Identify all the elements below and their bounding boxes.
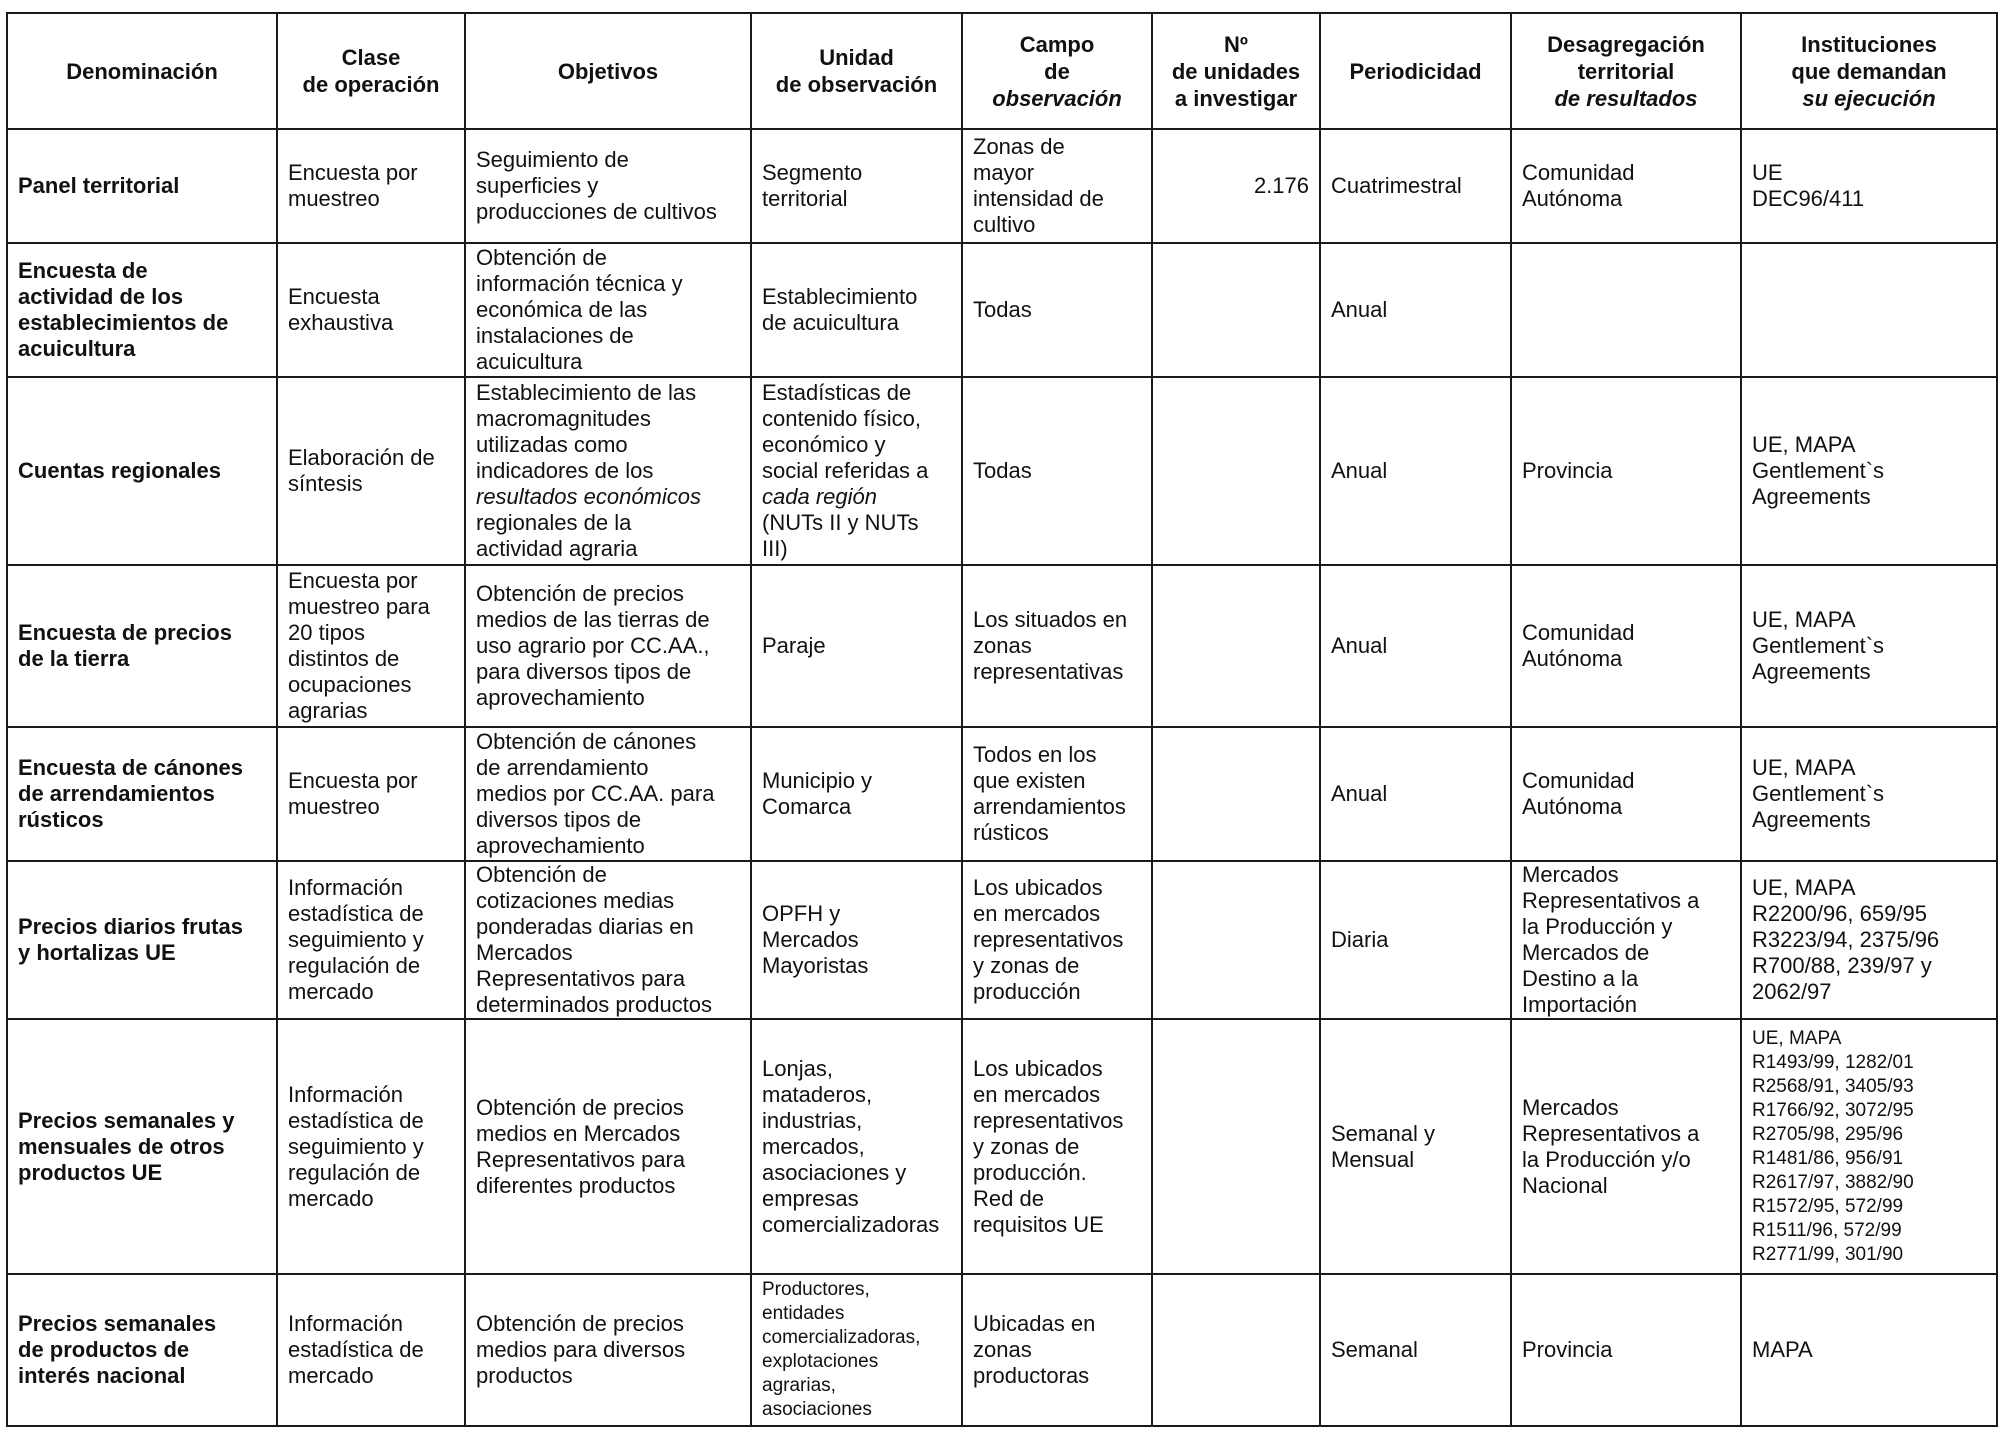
campo-text-line: requisitos UE	[973, 1211, 1104, 1237]
unidad-text-line: Segmento	[762, 160, 863, 185]
campo-text-line: en mercados	[973, 901, 1101, 926]
cell-periodicidad	[1320, 727, 1511, 861]
instituciones-text-line: R1493/99, 1282/01	[1752, 1051, 1914, 1073]
clase-text-line: regulación de	[288, 1159, 421, 1185]
objetivos-text-line: cotizaciones medias	[476, 888, 675, 913]
cell-campo	[962, 1274, 1152, 1426]
desagregacion-text-line: Nacional	[1522, 1172, 1608, 1198]
instituciones-text-line: Agreements	[1752, 484, 1871, 509]
unidad-text-line: mataderos,	[762, 1081, 873, 1107]
unidad-text-line: comercializadoras,	[762, 1327, 921, 1348]
objetivos-text-line: aprovechamiento	[476, 833, 645, 858]
objetivos-text-line: Representativos para	[476, 1146, 686, 1172]
desagregacion-text-line: Autónoma	[1522, 794, 1623, 819]
desagregacion-text-line: Representativos a	[1522, 888, 1700, 913]
document-page	[6, 12, 1996, 1427]
unidad-text-line: asociaciones	[762, 1399, 872, 1420]
header-campo: Campo de observación	[962, 13, 1152, 129]
table-row	[7, 1274, 1997, 1426]
clase-text-line: regulación de	[288, 953, 421, 978]
clase-text-line: Información	[288, 875, 403, 900]
header-desagregacion: Desagregación territorial de resultados	[1511, 13, 1741, 129]
periodicidad-text-line: Mensual	[1331, 1146, 1415, 1172]
unidad-text-line: (NUTs II y NUTs	[762, 510, 919, 535]
periodicidad-text-line: Anual	[1331, 633, 1388, 658]
denominacion-text-line: Encuesta de cánones	[18, 755, 243, 780]
objetivos-text-line: Obtención de precios	[476, 581, 684, 606]
clase-text-line: síntesis	[288, 471, 363, 496]
cell-instituciones	[1741, 243, 1997, 377]
clase-text-line: mercado	[288, 1185, 374, 1211]
cell-periodicidad	[1320, 129, 1511, 243]
clase-text-line: estadística de	[288, 901, 424, 926]
desagregacion-text-line: Importación	[1522, 992, 1637, 1017]
cell-clase	[277, 1274, 465, 1426]
cell-unidad	[751, 861, 962, 1019]
cell-campo	[962, 861, 1152, 1019]
desagregacion-text-line: Comunidad	[1522, 768, 1635, 793]
cell-numero: 2.176	[1152, 129, 1320, 243]
periodicidad-text-line: Anual	[1331, 297, 1388, 322]
cell-unidad	[751, 1274, 962, 1426]
cell-objetivos	[465, 861, 751, 1019]
unidad-text-line: Lonjas,	[762, 1055, 833, 1081]
instituciones-text-line: Agreements	[1752, 807, 1871, 832]
unidad-text-line: comercializadoras	[762, 1211, 940, 1237]
periodicidad-text-line: Cuatrimestral	[1331, 173, 1462, 198]
instituciones-text-line: UE, MAPA	[1752, 1027, 1842, 1049]
unidad-text-line: contenido físico,	[762, 406, 921, 431]
unidad-text-line: territorial	[762, 186, 848, 211]
objetivos-text-line: instalaciones de	[476, 323, 634, 348]
objetivos-text-line: ponderadas diarias en	[476, 914, 694, 939]
cell-instituciones	[1741, 1274, 1997, 1426]
unidad-text-line: OPFH y	[762, 901, 841, 926]
header-instituciones: Instituciones que demandan su ejecución	[1741, 13, 1997, 129]
instituciones-text-line: R2771/99, 301/90	[1752, 1243, 1904, 1265]
denominacion-text-line: Precios semanales	[18, 1311, 217, 1336]
cell-objetivos	[465, 129, 751, 243]
campo-text-line: producción.	[973, 1159, 1087, 1185]
objetivos-text-line: regionales de la	[476, 510, 632, 535]
instituciones-text-line: DEC96/411	[1752, 186, 1865, 211]
desagregacion-text-line: Mercados de	[1522, 940, 1650, 965]
instituciones-text-line: Gentlement`s	[1752, 781, 1885, 806]
instituciones-text-line: UE, MAPA	[1752, 755, 1856, 780]
denominacion-text-line: mensuales de otros	[18, 1133, 225, 1159]
cell-instituciones	[1741, 861, 1997, 1019]
clase-text-line: seguimiento y	[288, 1133, 424, 1159]
cell-instituciones	[1741, 1019, 1997, 1274]
campo-text-line: zonas	[973, 633, 1032, 658]
campo-text-line: y zonas de	[973, 953, 1080, 978]
objetivos-text-line: uso agrario por CC.AA.,	[476, 633, 710, 658]
denominacion-text-line: acuicultura	[18, 336, 136, 361]
campo-text-line: Red de	[973, 1185, 1044, 1211]
header-periodicidad: Periodicidad	[1320, 13, 1511, 129]
instituciones-text-line: 2062/97	[1752, 979, 1832, 1004]
campo-text-line: productoras	[973, 1363, 1090, 1388]
desagregacion-text-line: Comunidad	[1522, 160, 1635, 185]
unidad-text-line: Paraje	[762, 633, 826, 658]
objetivos-text-line: productos	[476, 1363, 573, 1388]
objetivos-text-line: determinados productos	[476, 992, 713, 1017]
cell-numero	[1152, 565, 1320, 727]
cell-unidad	[751, 377, 962, 565]
clase-text-line: mercado	[288, 1363, 374, 1388]
cell-unidad	[751, 565, 962, 727]
clase-text-line: agrarias	[288, 698, 368, 723]
denominacion-text-line: rústicos	[18, 807, 104, 832]
cell-denominacion	[7, 377, 277, 565]
desagregacion-text-line: Mercados	[1522, 862, 1619, 887]
denominacion-text-line: Cuentas regionales	[18, 458, 221, 483]
cell-clase	[277, 727, 465, 861]
campo-text-line: Todas	[973, 458, 1032, 483]
cell-campo	[962, 377, 1152, 565]
header-objetivos: Objetivos	[465, 13, 751, 129]
objetivos-text-line: superficies y	[476, 173, 599, 198]
objetivos-text-line: Representativos para	[476, 966, 686, 991]
unidad-text-line: mercados,	[762, 1133, 865, 1159]
unidad-text-line: explotaciones	[762, 1351, 879, 1372]
table-row	[7, 377, 1997, 565]
objetivos-text-line: Obtención de	[476, 862, 607, 887]
unidad-text-line: agrarias,	[762, 1375, 836, 1396]
campo-text-line: y zonas de	[973, 1133, 1080, 1159]
campo-text-line: zonas	[973, 1337, 1032, 1362]
cell-numero	[1152, 1274, 1320, 1426]
cell-periodicidad	[1320, 565, 1511, 727]
cell-instituciones	[1741, 377, 1997, 565]
unidad-text-line: industrias,	[762, 1107, 863, 1133]
objetivos-text-line: medios en Mercados	[476, 1120, 681, 1146]
clase-text-line: Encuesta por	[288, 568, 418, 593]
instituciones-text-line: UE, MAPA	[1752, 432, 1856, 457]
instituciones-text-line: MAPA	[1752, 1337, 1813, 1362]
cell-denominacion	[7, 1274, 277, 1426]
unidad-text-line: Municipio y	[762, 768, 873, 793]
denominacion-text-line: productos UE	[18, 1159, 163, 1185]
campo-text-line: Todas	[973, 297, 1032, 322]
campo-text-line: mayor	[973, 160, 1035, 185]
periodicidad-text-line: Semanal	[1331, 1337, 1418, 1362]
cell-clase	[277, 243, 465, 377]
denominacion-text-line: Precios semanales y	[18, 1107, 235, 1133]
clase-text-line: seguimiento y	[288, 927, 424, 952]
cell-unidad	[751, 1019, 962, 1274]
objetivos-text-line: diversos tipos de	[476, 807, 642, 832]
unidad-text-line: económico y	[762, 432, 886, 457]
cell-clase	[277, 129, 465, 243]
unidad-text-line: empresas	[762, 1185, 859, 1211]
instituciones-text-line: UE, MAPA	[1752, 875, 1856, 900]
cell-denominacion	[7, 1019, 277, 1274]
desagregacion-text-line: Provincia	[1522, 1337, 1613, 1362]
denominacion-text-line: Encuesta de precios	[18, 620, 232, 645]
campo-text-line: Todos en los	[973, 742, 1097, 767]
clase-text-line: Elaboración de	[288, 445, 435, 470]
cell-clase	[277, 861, 465, 1019]
table-row	[7, 1019, 1997, 1274]
instituciones-text-line: R2705/98, 295/96	[1752, 1123, 1904, 1145]
clase-text-line: Encuesta por	[288, 768, 418, 793]
desagregacion-text-line: la Producción y/o	[1522, 1146, 1691, 1172]
cell-campo	[962, 129, 1152, 243]
cell-desagregacion	[1511, 377, 1741, 565]
unidad-text-line: cada región	[762, 484, 877, 509]
cell-campo	[962, 565, 1152, 727]
clase-text-line: Información	[288, 1311, 403, 1336]
periodicidad-text-line: Anual	[1331, 458, 1388, 483]
cell-instituciones	[1741, 727, 1997, 861]
unidad-text-line: de acuicultura	[762, 310, 899, 335]
denominacion-text-line: actividad de los	[18, 284, 184, 309]
cell-campo	[962, 1019, 1152, 1274]
objetivos-text-line: resultados económicos	[476, 484, 702, 509]
desagregacion-text-line: la Producción y	[1522, 914, 1673, 939]
clase-text-line: Encuesta por	[288, 160, 418, 185]
objetivos-text-line: indicadores de los	[476, 458, 654, 483]
cell-numero	[1152, 1019, 1320, 1274]
instituciones-text-line: R3223/94, 2375/96	[1752, 927, 1940, 952]
table-header-row	[7, 13, 1997, 129]
objetivos-text-line: medios por CC.AA. para	[476, 781, 715, 806]
cell-denominacion	[7, 129, 277, 243]
cell-unidad	[751, 243, 962, 377]
operations-table	[6, 12, 1998, 1427]
campo-text-line: en mercados	[973, 1081, 1101, 1107]
campo-text-line: Zonas de	[973, 134, 1065, 159]
clase-text-line: exhaustiva	[288, 310, 394, 335]
table-row	[7, 727, 1997, 861]
table-row	[7, 565, 1997, 727]
desagregacion-text-line: Destino a la	[1522, 966, 1639, 991]
clase-text-line: muestreo para	[288, 594, 430, 619]
cell-denominacion	[7, 243, 277, 377]
denominacion-text-line: Precios diarios frutas	[18, 914, 243, 939]
periodicidad-text-line: Anual	[1331, 781, 1388, 806]
objetivos-text-line: medios para diversos	[476, 1337, 686, 1362]
cell-numero	[1152, 377, 1320, 565]
desagregacion-text-line: Mercados	[1522, 1094, 1619, 1120]
campo-text-line: intensidad de	[973, 186, 1104, 211]
denominacion-text-line: establecimientos de	[18, 310, 229, 335]
campo-text-line: Los ubicados	[973, 875, 1103, 900]
instituciones-text-line: R1481/86, 956/91	[1752, 1147, 1904, 1169]
objetivos-text-line: Obtención de cánones	[476, 729, 697, 754]
unidad-text-line: Mayoristas	[762, 953, 869, 978]
cell-objetivos	[465, 1274, 751, 1426]
campo-text-line: cultivo	[973, 212, 1036, 237]
instituciones-text-line: R700/88, 239/97 y	[1752, 953, 1932, 978]
cell-denominacion	[7, 727, 277, 861]
unidad-text-line: asociaciones y	[762, 1159, 907, 1185]
periodicidad-text-line: Semanal y	[1331, 1120, 1435, 1146]
cell-desagregacion	[1511, 727, 1741, 861]
cell-objetivos	[465, 243, 751, 377]
cell-periodicidad	[1320, 377, 1511, 565]
cell-periodicidad	[1320, 861, 1511, 1019]
cell-objetivos	[465, 377, 751, 565]
cell-numero	[1152, 727, 1320, 861]
campo-text-line: representativos	[973, 927, 1124, 952]
objetivos-text-line: macromagnitudes	[476, 406, 651, 431]
header-numero: Nº de unidades a investigar	[1152, 13, 1320, 129]
objetivos-text-line: utilizadas como	[476, 432, 628, 457]
cell-unidad	[751, 727, 962, 861]
cell-desagregacion	[1511, 243, 1741, 377]
clase-text-line: estadística de	[288, 1337, 424, 1362]
objetivos-text-line: Seguimiento de	[476, 147, 629, 172]
table-row	[7, 129, 1997, 243]
header-clase: Clase de operación	[277, 13, 465, 129]
campo-text-line: Los ubicados	[973, 1055, 1103, 1081]
unidad-text-line: III)	[762, 536, 788, 561]
unidad-text-line: social referidas a	[762, 458, 929, 483]
instituciones-text-line: R2200/96, 659/95	[1752, 901, 1927, 926]
objetivos-text-line: Obtención de precios	[476, 1311, 684, 1336]
instituciones-text-line: Gentlement`s	[1752, 458, 1885, 483]
campo-text-line: representativas	[973, 659, 1124, 684]
table-row	[7, 243, 1997, 377]
campo-text-line: representativos	[973, 1107, 1124, 1133]
cell-clase	[277, 377, 465, 565]
campo-text-line: arrendamientos	[973, 794, 1126, 819]
clase-text-line: distintos de	[288, 646, 400, 671]
desagregacion-text-line: Provincia	[1522, 458, 1613, 483]
table-body	[7, 129, 1997, 1426]
clase-text-line: estadística de	[288, 1107, 424, 1133]
instituciones-text-line: UE, MAPA	[1752, 607, 1856, 632]
objetivos-text-line: actividad agraria	[476, 536, 638, 561]
unidad-text-line: entidades	[762, 1303, 845, 1324]
cell-clase	[277, 565, 465, 727]
denominacion-text-line: de productos de	[18, 1337, 190, 1362]
clase-text-line: muestreo	[288, 794, 380, 819]
cell-campo	[962, 727, 1152, 861]
cell-unidad	[751, 129, 962, 243]
cell-denominacion	[7, 861, 277, 1019]
cell-desagregacion	[1511, 861, 1741, 1019]
unidad-text-line: Establecimiento	[762, 284, 918, 309]
objetivos-text-line: diferentes productos	[476, 1172, 676, 1198]
denominacion-text-line: y hortalizas UE	[18, 940, 176, 965]
objetivos-text-line: medios de las tierras de	[476, 607, 710, 632]
header-denominacion: Denominación	[7, 13, 277, 129]
instituciones-text-line: UE	[1752, 160, 1783, 185]
objetivos-text-line: Obtención de	[476, 245, 607, 270]
denominacion-text-line: interés nacional	[18, 1363, 186, 1388]
cell-periodicidad	[1320, 1019, 1511, 1274]
objetivos-text-line: Mercados	[476, 940, 573, 965]
objetivos-text-line: aprovechamiento	[476, 685, 645, 710]
cell-instituciones	[1741, 129, 1997, 243]
objetivos-text-line: económica de las	[476, 297, 648, 322]
unidad-text-line: Comarca	[762, 794, 852, 819]
clase-text-line: mercado	[288, 979, 374, 1004]
campo-text-line: que existen	[973, 768, 1086, 793]
objetivos-text-line: Establecimiento de las	[476, 380, 697, 405]
cell-instituciones	[1741, 565, 1997, 727]
cell-objetivos	[465, 1019, 751, 1274]
objetivos-text-line: Obtención de precios	[476, 1094, 684, 1120]
desagregacion-text-line: Comunidad	[1522, 620, 1635, 645]
instituciones-text-line: R1572/95, 572/99	[1752, 1195, 1904, 1217]
desagregacion-text-line: Autónoma	[1522, 646, 1623, 671]
clase-text-line: muestreo	[288, 186, 380, 211]
unidad-text-line: Mercados	[762, 927, 859, 952]
instituciones-text-line: R2568/91, 3405/93	[1752, 1075, 1914, 1097]
table-row	[7, 861, 1997, 1019]
cell-desagregacion	[1511, 1019, 1741, 1274]
unidad-text-line: Productores,	[762, 1279, 870, 1300]
objetivos-text-line: producciones de cultivos	[476, 199, 717, 224]
instituciones-text-line: Gentlement`s	[1752, 633, 1885, 658]
objetivos-text-line: acuicultura	[476, 349, 583, 374]
instituciones-text-line: R1766/92, 3072/95	[1752, 1099, 1914, 1121]
objetivos-text-line: para diversos tipos de	[476, 659, 692, 684]
cell-periodicidad	[1320, 1274, 1511, 1426]
clase-text-line: 20 tipos	[288, 620, 366, 645]
denominacion-text-line: Panel territorial	[18, 173, 180, 198]
desagregacion-text-line: Representativos a	[1522, 1120, 1700, 1146]
periodicidad-text-line: Diaria	[1331, 927, 1389, 952]
cell-objetivos	[465, 727, 751, 861]
cell-desagregacion	[1511, 565, 1741, 727]
clase-text-line: Encuesta	[288, 284, 380, 309]
cell-clase	[277, 1019, 465, 1274]
cell-periodicidad	[1320, 243, 1511, 377]
denominacion-text-line: de arrendamientos	[18, 781, 215, 806]
clase-text-line: ocupaciones	[288, 672, 412, 697]
cell-numero	[1152, 861, 1320, 1019]
instituciones-text-line: R2617/97, 3882/90	[1752, 1171, 1914, 1193]
cell-desagregacion	[1511, 129, 1741, 243]
denominacion-text-line: Encuesta de	[18, 258, 148, 283]
cell-denominacion	[7, 565, 277, 727]
cell-numero	[1152, 243, 1320, 377]
objetivos-text-line: de arrendamiento	[476, 755, 649, 780]
cell-objetivos	[465, 565, 751, 727]
header-unidad: Unidad de observación	[751, 13, 962, 129]
cell-campo	[962, 243, 1152, 377]
objetivos-text-line: información técnica y	[476, 271, 683, 296]
clase-text-line: Información	[288, 1081, 403, 1107]
cell-desagregacion	[1511, 1274, 1741, 1426]
denominacion-text-line: de la tierra	[18, 646, 130, 671]
unidad-text-line: Estadísticas de	[762, 380, 912, 405]
campo-text-line: rústicos	[973, 820, 1049, 845]
instituciones-text-line: R1511/96, 572/99	[1752, 1219, 1902, 1241]
campo-text-line: Ubicadas en	[973, 1311, 1096, 1336]
desagregacion-text-line: Autónoma	[1522, 186, 1623, 211]
campo-text-line: Los situados en	[973, 607, 1128, 632]
instituciones-text-line: Agreements	[1752, 659, 1871, 684]
campo-text-line: producción	[973, 979, 1081, 1004]
